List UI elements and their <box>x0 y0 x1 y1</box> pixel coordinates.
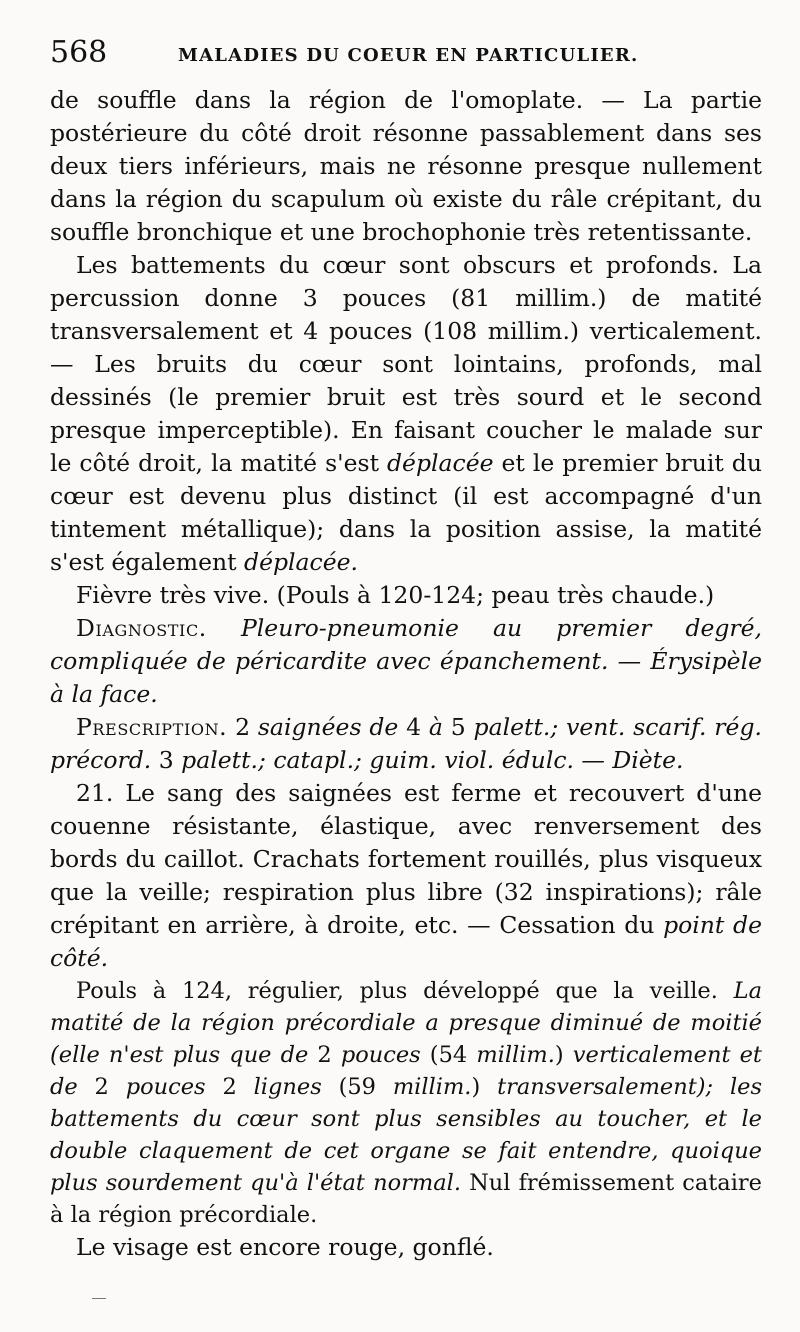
paragraph-prescription <box>50 711 762 777</box>
pouls-italic-l: lignes <box>253 1074 322 1100</box>
pouls-italic-p: transversalement); les battements du cœur sont plus sensibles au toucher, et le double claquement de cet organe se fait entendre, quoique plus sourdement qu'à l'état normal. <box>50 1074 762 1196</box>
paragraph-2-text-c: et le premier bruit du cœur est devenu plus distinct (il est accompagné d'un tintement métallique); dans la position assise, la matité s'est également <box>50 449 762 576</box>
prescription-text-b: saignées de <box>257 713 399 741</box>
pouls-text-c: 2 <box>308 1042 341 1068</box>
prescription-text-e: 5 <box>442 713 474 741</box>
paragraph-2-italic-d: déplacée. <box>244 548 358 576</box>
paragraph-21-text-a: 21. Le sang des saignées est ferme et recouvert d'une couenne résistante, élastique, avec renversement des bords du caillot. Crachats fortement rouillés, plus visqueux que la veille; respiration plus libre (32 inspirations); râle crépitant en arrière, à droite, etc. — Cessation du <box>50 779 762 939</box>
prescription-text-f: palett.; vent. scarif. rég. précord. <box>50 713 762 774</box>
pouls-text-g: ) <box>554 1042 573 1068</box>
diagnostic-label: Diagnostic. <box>76 614 207 642</box>
prescription-text-c: 4 <box>398 713 429 741</box>
running-title: MALADIES DU COEUR EN PARTICULIER. <box>178 45 639 66</box>
pouls-text-a: Pouls à 124, régulier, plus développé que la veille. <box>76 978 734 1004</box>
paragraph-2-text-a: Les battements du cœur sont obscurs et profonds. La percussion donne 3 pouces (81 millim.) de matité transversalement et 4 pouces (108 millim.) verticalement. — Les bruits du cœur sont lointains, profonds, mal dessinés (le premier bruit est très sourd et le second presque imperceptible). En faisant coucher le malade sur le côté droit, la matité s'est <box>50 251 762 477</box>
prescription-label: Prescription. <box>76 713 228 741</box>
pouls-italic-j: pouces <box>125 1074 206 1100</box>
paragraph-21-italic-b: point de côté. <box>50 911 762 972</box>
paragraph-pouls <box>50 975 762 1231</box>
paragraph-visage: Le visage est encore rouge, gonflé. <box>76 1233 494 1261</box>
pouls-text-m: (59 <box>321 1074 393 1100</box>
pouls-text-o: ) <box>471 1074 498 1100</box>
pouls-italic-b: La matité de la région précordiale a presque diminué de moitié (elle n'est plus que de <box>50 978 762 1068</box>
prescription-text-h: palett.; catapl.; guim. viol. édulc. — Diète. <box>181 746 684 774</box>
pouls-italic-h: verticalement et de <box>50 1042 762 1100</box>
paragraph-2 <box>50 249 762 579</box>
page-header <box>50 36 762 86</box>
pouls-text-q: Nul frémissement cataire à la région précordiale. <box>50 1170 762 1228</box>
diagnostic-text: Pleuro-pneumonie au premier degré, compliquée de péricardite avec épanchement. — Érysipèle à la face. <box>50 614 762 708</box>
pouls-text-e: (54 <box>420 1042 477 1068</box>
prescription-text-g: 3 <box>151 746 182 774</box>
paragraph-diagnostic <box>50 612 762 711</box>
page-number: 568 <box>50 35 108 70</box>
pouls-text-k: 2 <box>205 1074 254 1100</box>
pouls-text-i: 2 <box>77 1074 126 1100</box>
pouls-italic-d: pouces <box>340 1042 421 1068</box>
prescription-text-a: 2 <box>227 713 258 741</box>
pouls-italic-f: millim. <box>476 1042 555 1068</box>
paragraph-1: de souffle dans la région de l'omoplate. — La partie postérieure du côté droit résonne passablement dans ses deux tiers inférieurs, mais ne résonne presque nullement dans la région du scapulum où existe du râle crépitant, du souffle bronchique et une brochophonie très retentissante. <box>50 86 762 246</box>
paragraph-21 <box>50 777 762 975</box>
body-text <box>50 84 762 1264</box>
prescription-text-d: à <box>428 713 443 741</box>
stray-mark <box>92 1298 106 1299</box>
pouls-italic-n: millim. <box>392 1074 472 1100</box>
paragraph-3: Fièvre très vive. (Pouls à 120-124; peau très chaude.) <box>76 581 715 609</box>
paragraph-2-italic-b: déplacée <box>387 449 494 477</box>
